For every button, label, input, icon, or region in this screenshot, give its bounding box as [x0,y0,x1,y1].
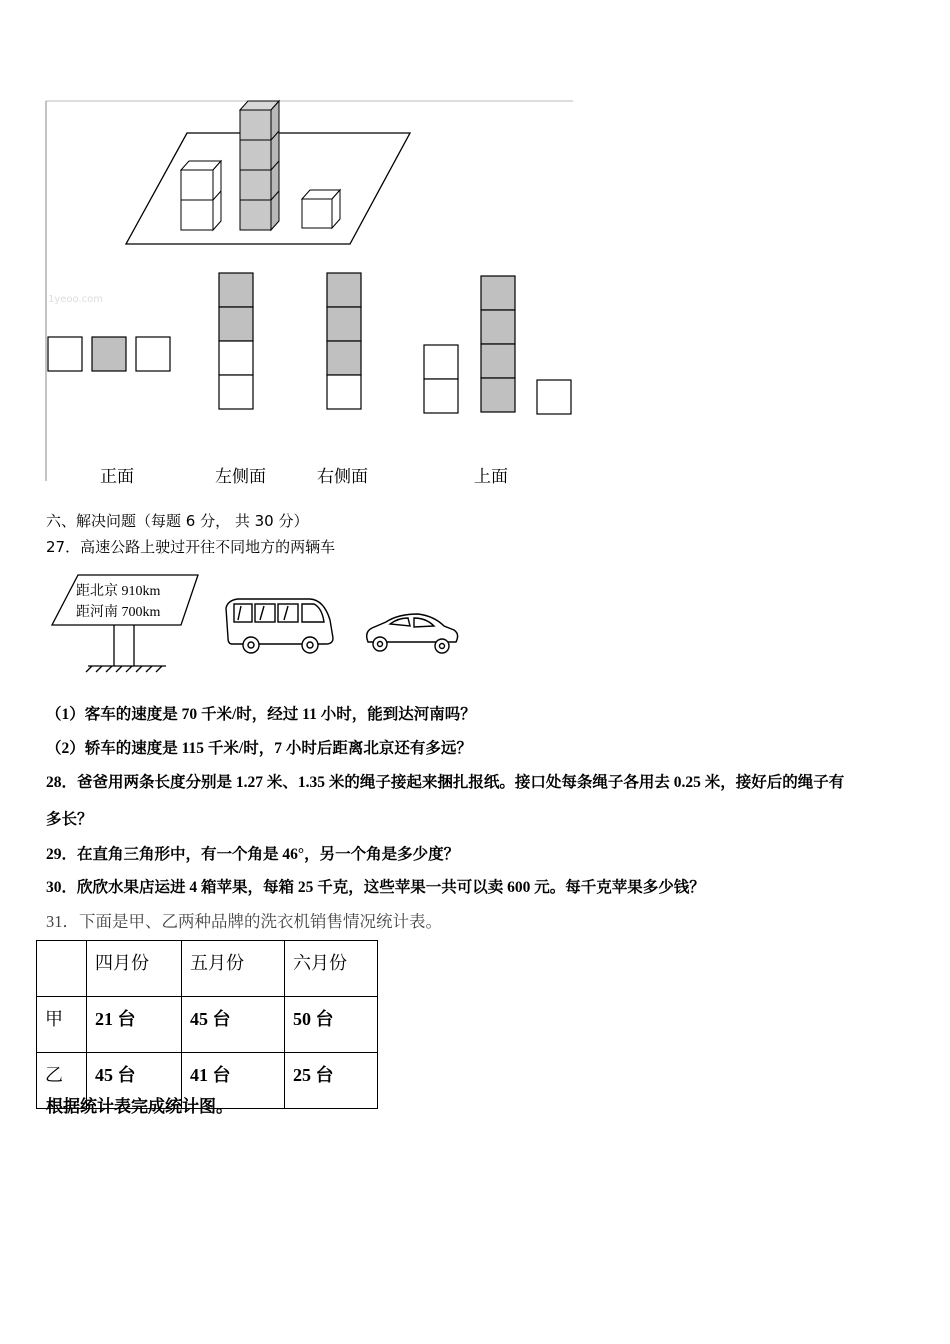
left-side-view [219,273,253,409]
table-row-label: 甲 [37,997,87,1053]
left-view-label: 左侧面 [215,467,266,487]
three-view-figure [40,95,580,485]
q29: 29．在直角三角形中，有一个角是 46°，另一个角是多少度？ [46,846,460,863]
table-cell: 25 台 [285,1053,378,1109]
bus-drawing [226,599,333,653]
tall-cube-stack [240,101,279,230]
car-drawing [367,614,458,653]
table-row [37,997,378,1053]
q27-sub2: （2）轿车的速度是 115 千米/时，7 小时后距离北京还有多远？ [46,740,472,757]
watermark-text: 1yeoo.com [48,294,104,305]
front-view [48,337,170,371]
section-6-title: 六、解决问题（每题 6 分， 共 30 分） [46,512,309,530]
table-header-cell: 四月份 [87,941,182,997]
table-header-cell: 六月份 [285,941,378,997]
sign-henan-distance: 距河南 700km [76,605,161,620]
table-cell: 45 台 [182,997,285,1053]
q27-title: 27．高速公路上驶过开往不同地方的两辆车 [46,538,336,556]
q28-line2: 多长？ [46,811,93,828]
q31-title: 31．下面是甲、乙两种品牌的洗衣机销售情况统计表。 [46,912,442,931]
right-view-label: 右侧面 [317,467,368,487]
table-header-cell: 五月份 [182,941,285,997]
q31-footer: 根据统计表完成统计图。 [46,1097,233,1117]
table-row-label: 乙 [37,1053,87,1109]
q30: 30．欣欣水果店运进 4 箱苹果，每箱 25 千克，这些苹果一共可以卖 600 元。每千克苹果多少钱？ [46,879,705,896]
sign-beijing-distance: 距北京 910km [76,584,161,599]
sales-table [36,940,378,1109]
left-cube-stack [181,161,221,230]
table-header-row [37,941,378,997]
q28-line1: 28．爸爸用两条长度分别是 1.27 米、1.35 米的绳子接起来捆扎报纸。接口处每条绳子各用去 0.25 米，接好后的绳子有 [46,774,845,791]
q27-illustration [46,570,466,680]
table-corner-cell [37,941,87,997]
front-view-label: 正面 [100,467,134,487]
right-side-view [327,273,361,409]
q27-sub1: （1）客车的速度是 70 千米/时，经过 11 小时，能到达河南吗？ [46,706,476,723]
cube-views-drawing [40,95,580,485]
top-view [424,276,571,414]
table-cell: 50 台 [285,997,378,1053]
single-cube [302,190,340,228]
table-cell: 21 台 [87,997,182,1053]
table-cell: 45 台 [87,1053,182,1109]
top-view-label: 上面 [474,467,508,487]
table-cell: 41 台 [182,1053,285,1109]
